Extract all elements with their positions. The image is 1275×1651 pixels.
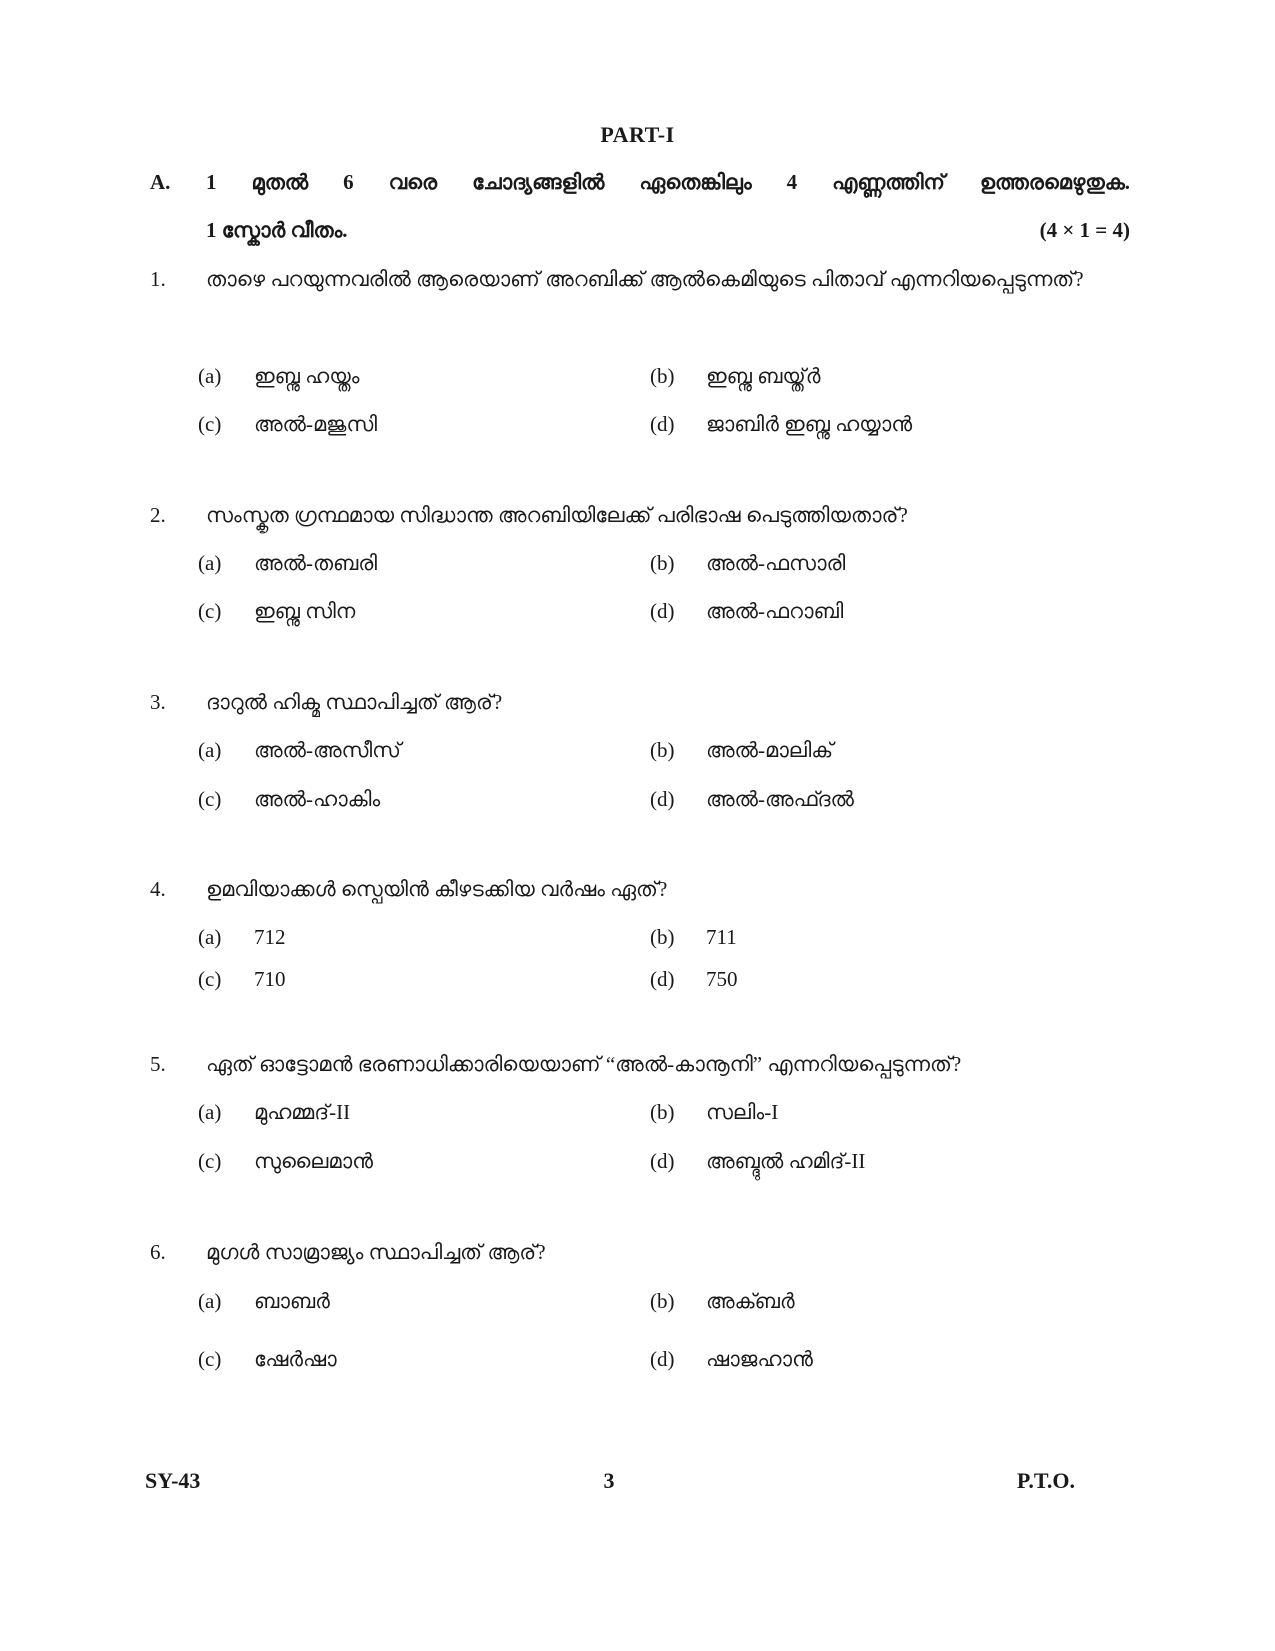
option-label: (b) <box>650 364 675 388</box>
option-d <box>650 787 854 812</box>
option-text: ബാബർ <box>254 1289 330 1313</box>
question-text: താഴെ പറയുന്നവരിൽ ആരെയാണ് അറബിക്ക് ആൽകെമിയുടെ പിതാവ് എന്നറിയപ്പെടുന്നത്? <box>206 267 1084 291</box>
question-text: ദാറുൽ ഹിക്മ സ്ഥാപിച്ചത് ആര്? <box>206 690 503 714</box>
option-label: (d) <box>650 599 675 623</box>
option-text: ഇബ്നു ബയ്ത്ർ <box>706 364 821 388</box>
option-text: അൽ-ഹാകിം <box>254 787 381 811</box>
option-a <box>198 925 286 950</box>
option-text: സുലൈമാൻ <box>254 1149 374 1173</box>
option-label: (c) <box>198 787 222 811</box>
option-label: (c) <box>198 967 222 991</box>
option-label: (b) <box>650 1100 675 1124</box>
footer-code: SY-43 <box>145 1468 201 1493</box>
option-c <box>198 787 380 812</box>
question-text: ഏത് ഓട്ടോമൻ ഭരണാധിക്കാരിയെയാണ് “അൽ-കാനൂനി” എന്നറിയപ്പെടുന്നത്? <box>206 1052 962 1076</box>
option-label: (a) <box>198 1100 222 1124</box>
option-text: ഷാജഹാൻ <box>706 1347 813 1371</box>
footer-pto: P.T.O. <box>1016 1468 1075 1493</box>
option-text: 711 <box>706 925 737 949</box>
option-text: ഇബ്നു ഹയ്തം <box>254 364 360 388</box>
option-label: (c) <box>198 1149 222 1173</box>
option-text: 750 <box>706 967 738 991</box>
option-text: അബ്ദുൽ ഹമിദ്-II <box>706 1149 866 1173</box>
option-text: അൽ-അസീസ് <box>254 738 401 762</box>
option-b <box>650 1100 778 1125</box>
option-label: (c) <box>198 1347 222 1371</box>
option-c <box>198 599 355 624</box>
option-a <box>198 1289 330 1314</box>
option-text: 710 <box>254 967 286 991</box>
option-label: (b) <box>650 551 675 575</box>
part-title: PART-I <box>600 122 675 147</box>
option-text: അൽ-മജുസി <box>254 412 378 436</box>
option-label: (d) <box>650 412 675 436</box>
score-note: 1 സ്കോർ വീതം. <box>206 218 348 242</box>
option-label: (a) <box>198 738 222 762</box>
option-label: (c) <box>198 412 222 436</box>
option-c <box>198 967 286 992</box>
option-b <box>650 738 833 763</box>
option-label: (a) <box>198 551 222 575</box>
section-letter: A. <box>150 170 171 194</box>
page-number: 3 <box>603 1468 615 1493</box>
option-b <box>650 925 737 950</box>
option-d <box>650 1149 865 1174</box>
section-instruction: 1 മുതൽ 6 വരെ ചോദ്യങ്ങളിൽ ഏതെങ്കിലും 4 എണ്ണത്തിന് ഉത്തരമെഴുതുക. <box>206 170 1130 194</box>
option-c <box>198 1347 337 1372</box>
option-text: അക്ബർ <box>706 1289 795 1313</box>
option-a <box>198 364 359 389</box>
option-c <box>198 1149 373 1174</box>
option-text: സലിം-I <box>706 1100 779 1124</box>
option-c <box>198 412 377 437</box>
option-d <box>650 599 843 624</box>
option-text: ജാബിർ ഇബ്നു ഹയ്യാൻ <box>706 412 913 436</box>
option-label: (a) <box>198 925 222 949</box>
option-text: അൽ-ഫറാബി <box>706 599 844 623</box>
score-formula: (4 × 1 = 4) <box>1039 218 1130 242</box>
question-number: 5. <box>150 1052 166 1076</box>
option-d <box>650 967 738 992</box>
option-text: അൽ-മാലിക് <box>706 738 834 762</box>
option-text: മുഹമ്മദ്-II <box>254 1100 351 1124</box>
option-d <box>650 412 912 437</box>
option-label: (d) <box>650 967 675 991</box>
option-label: (c) <box>198 599 222 623</box>
question-number: 3. <box>150 690 166 714</box>
option-b <box>650 364 820 389</box>
option-text: 712 <box>254 925 286 949</box>
option-a <box>198 738 401 763</box>
question-text: ഉമവിയാക്കൾ സ്പെയിൻ കീഴടക്കിയ വർഷം ഏത്? <box>206 877 668 901</box>
option-label: (d) <box>650 1149 675 1173</box>
option-label: (b) <box>650 738 675 762</box>
option-label: (a) <box>198 1289 222 1313</box>
question-number: 1. <box>150 267 166 291</box>
option-label: (b) <box>650 1289 675 1313</box>
option-label: (d) <box>650 1347 675 1371</box>
option-a <box>198 551 377 576</box>
option-d <box>650 1347 813 1372</box>
question-number: 4. <box>150 877 166 901</box>
option-b <box>650 551 845 576</box>
option-text: ഇബ്നു സിന <box>254 599 356 623</box>
option-label: (d) <box>650 787 675 811</box>
option-label: (b) <box>650 925 675 949</box>
option-text: അൽ-തബരി <box>254 551 377 575</box>
question-number: 2. <box>150 503 166 527</box>
option-text: ഷേർഷാ <box>254 1347 337 1371</box>
question-number: 6. <box>150 1240 166 1264</box>
option-b <box>650 1289 795 1314</box>
question-text: സംസ്കൃത ഗ്രന്ഥമായ സിദ്ധാന്ത അറബിയിലേക്ക് പരിഭാഷ പെടുത്തിയതാര്? <box>206 503 908 527</box>
option-label: (a) <box>198 364 222 388</box>
option-text: അൽ-ഫസാരി <box>706 551 846 575</box>
option-text: അൽ-അഫ്ദൽ <box>706 787 854 811</box>
question-text: മുഗൾ സാമ്രാജ്യം സ്ഥാപിച്ചത് ആര്? <box>206 1240 546 1264</box>
option-a <box>198 1100 350 1125</box>
